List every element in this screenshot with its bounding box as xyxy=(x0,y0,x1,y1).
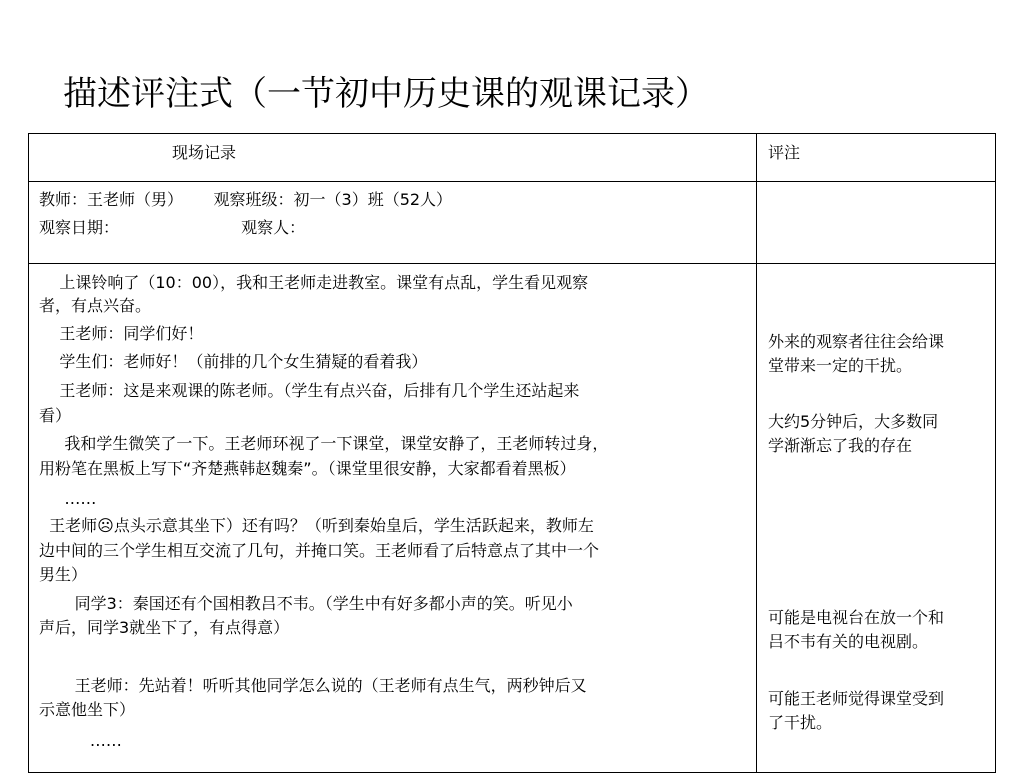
info-teacher-class: 教师：王老师（男） 观察班级：初一（3）班（52人） xyxy=(39,190,453,209)
record-line: 同学3：秦国还有个国相教吕不韦。（学生中有好多都小声的笑。听见小 xyxy=(39,594,573,613)
record-line: 我和学生微笑了一下。王老师环视了一下课堂，课堂安静了，王老师转过身， xyxy=(39,434,609,453)
record-line: 声后，同学3就坐下了，有点得意） xyxy=(39,618,290,637)
header-divider xyxy=(28,181,996,182)
record-line: 王老师：同学们好！ xyxy=(39,324,204,343)
note-line: 了干扰。 xyxy=(768,713,833,732)
note-line: 堂带来一定的干扰。 xyxy=(768,356,913,375)
record-line: …… xyxy=(39,489,97,508)
record-line: 上课铃响了（10：00），我和王老师走进教室。课堂有点乱，学生看见观察 xyxy=(39,273,589,292)
header-record: 现场记录 xyxy=(172,143,237,162)
record-line: 王老师：这是来观课的陈老师。（学生有点兴奋，后排有几个学生还站起来 xyxy=(39,381,580,400)
record-line: …… xyxy=(39,731,122,750)
record-line: 王老师☹点头示意其坐下）还有吗？（听到秦始皇后，学生活跃起来，教师左 xyxy=(39,516,594,535)
header-notes: 评注 xyxy=(768,143,801,162)
column-divider xyxy=(756,133,757,773)
record-line: 学生们：老师好！（前排的几个女生猜疑的看着我） xyxy=(39,352,428,371)
note-line: 吕不韦有关的电视剧。 xyxy=(768,632,929,651)
note-line: 大约5分钟后，大多数同 xyxy=(768,412,939,431)
note-line: 外来的观察者往往会给课 xyxy=(768,332,945,351)
record-line: 看） xyxy=(39,406,72,425)
info-date-observer: 观察日期： 观察人： xyxy=(39,218,306,237)
record-line: 用粉笔在黑板上写下“齐楚燕韩赵魏秦”。（课堂里很安静，大家都看着黑板） xyxy=(39,459,576,478)
note-line: 可能王老师觉得课堂受到 xyxy=(768,689,945,708)
record-line: 者，有点兴奋。 xyxy=(39,296,152,315)
page-title: 描述评注式（一节初中历史课的观课记录） xyxy=(63,74,709,114)
note-line: 可能是电视台在放一个和 xyxy=(768,608,945,627)
record-line: 边中间的三个学生相互交流了几句，并掩口笑。王老师看了后特意点了其中一个 xyxy=(39,541,600,560)
record-line: 男生） xyxy=(39,565,88,584)
record-line: 示意他坐下） xyxy=(39,700,136,719)
note-line: 学渐渐忘了我的存在 xyxy=(768,436,913,455)
record-line: 王老师：先站着！听听其他同学怎么说的（王老师有点生气，两秒钟后又 xyxy=(39,676,587,695)
info-divider xyxy=(28,263,996,264)
